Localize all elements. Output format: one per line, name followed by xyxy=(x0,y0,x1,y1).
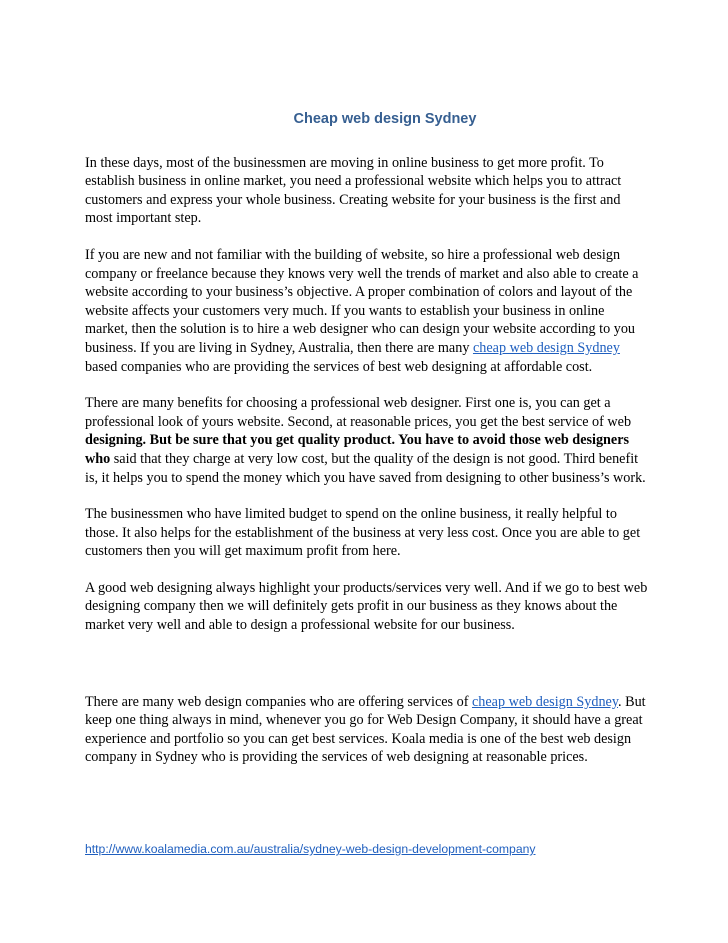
spacer xyxy=(85,653,650,693)
cheap-web-design-sydney-link[interactable]: cheap web design Sydney xyxy=(472,339,620,356)
paragraph-text: based companies who are providing the services of best web designing at affordable cost. xyxy=(85,358,593,375)
paragraph-hiring xyxy=(85,246,650,376)
page-title: Cheap web design Sydney xyxy=(293,111,477,127)
paragraph-budget: The businessmen who have limited budget to spend on the online business, it really helpful to those. It also helps for the establishment of the business at very less cost. Once you are able to get customers then you will get maximum profit from here. xyxy=(85,506,641,560)
paragraph-benefits xyxy=(85,394,650,487)
paragraph-intro: In these days, most of the businessmen are moving in online business to get more profit. To establish business in online market, you need a professional website which helps you to attract customers and express your whole business. Creating website for your business is the first and most important step. xyxy=(85,154,622,227)
paragraph-text: If you are new and not familiar with the building of website, so hire a professional web design company or freelance because they knows very well the trends of market and also able to create a website according to your business’s objective. A proper combination of colors and layout of the website affects your customers very much. If you wants to establish your business in online market, then the solution is to hire a web designer who can design your website according to you business. If you are living in Sydney, Australia, then there are many xyxy=(85,246,639,356)
footer-url-link[interactable]: http://www.koalamedia.com.au/australia/sydney-web-design-development-company xyxy=(85,842,536,857)
paragraph-text: said that they charge at very low cost, but the quality of the design is not good. Third benefit is, it helps you to spend the money which you have saved from designing to other business’s work. xyxy=(85,450,646,486)
paragraph-text: There are many web design companies who are offering services of xyxy=(85,693,472,710)
spacer xyxy=(85,785,650,840)
cheap-web-design-sydney-link-2[interactable]: cheap web design Sydney xyxy=(471,693,619,710)
paragraph-companies xyxy=(85,693,650,767)
document-page xyxy=(85,110,650,859)
paragraph-text: . But keep one thing always in mind, whenever you go for Web Design Company, it should have a great experience and portfolio so you can get best services. Koala media is one of the best web design company in Sydney who is providing the services of web designing at reasonable prices. xyxy=(85,693,646,766)
bold-text: designing. But be sure that you get quality product. You have to avoid those web designers who xyxy=(85,432,630,467)
paragraph-highlight: A good web designing always highlight your products/services very well. And if we go to best web designing company then we will definitely gets profit in our business as they knows about the market very well and able to design a professional website for our business. xyxy=(85,579,648,634)
paragraph-text: There are many benefits for choosing a professional web designer. First one is, you can get a professional look of yours website. Second, at reasonable prices, you get the best service of web xyxy=(85,395,632,430)
